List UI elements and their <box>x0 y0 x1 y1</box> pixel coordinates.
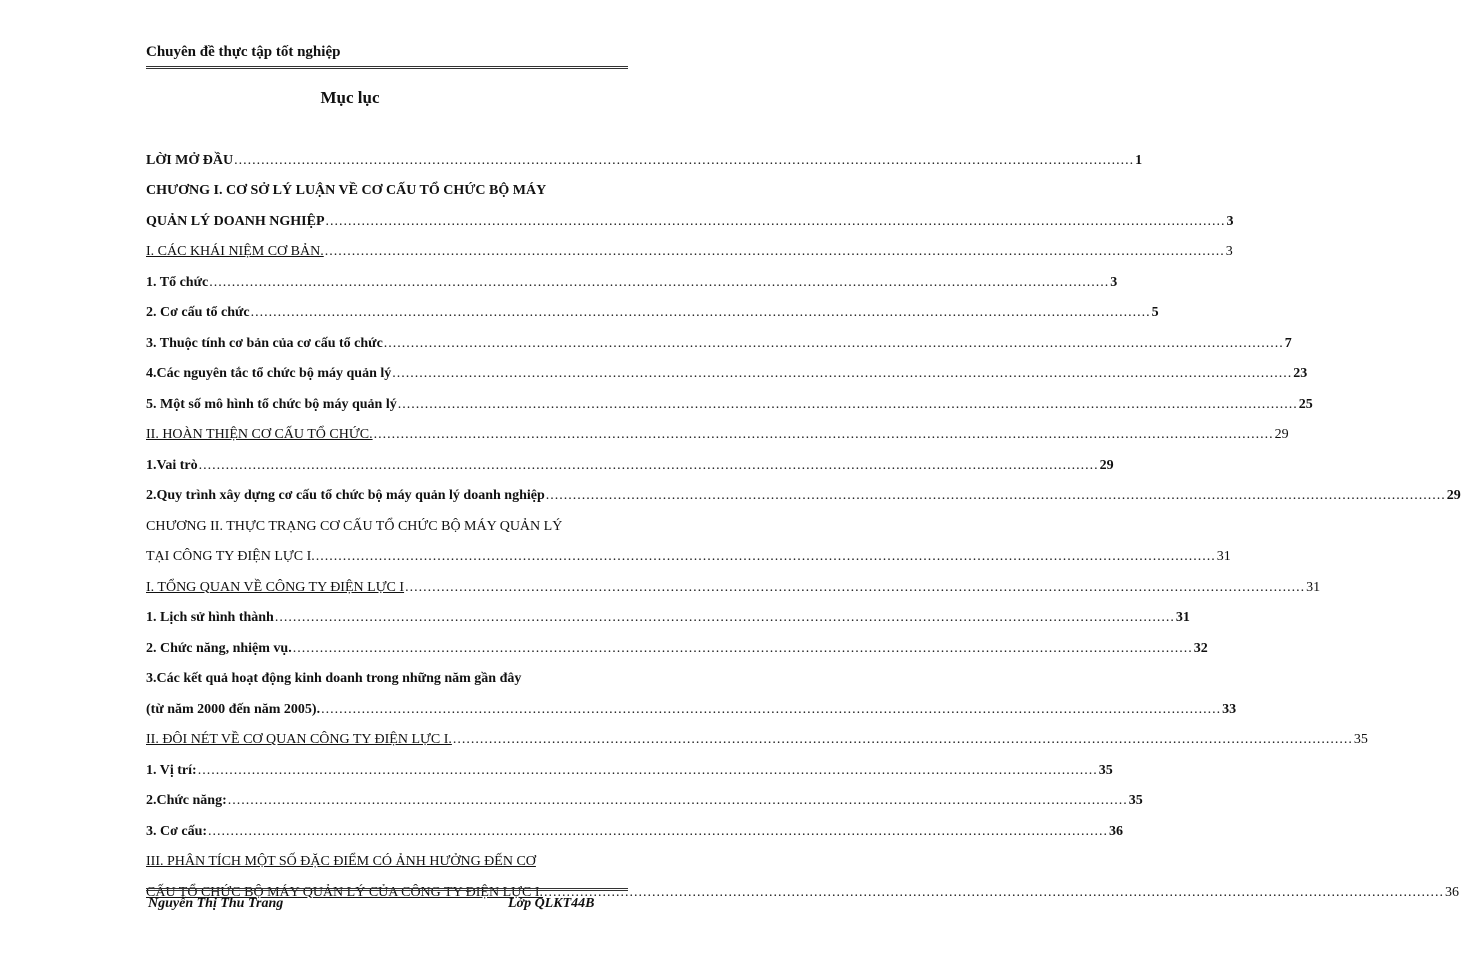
toc-page-number: 1 <box>1135 152 1143 168</box>
toc-entry <box>146 321 1292 352</box>
toc-page-number: 29 <box>1446 488 1461 503</box>
toc-entry <box>146 657 652 688</box>
toc-entry <box>146 169 652 200</box>
toc-page-number: 25 <box>1298 396 1313 412</box>
toc-leader-dots: ........................................................................................................................................................................................................ <box>321 701 1222 717</box>
toc-leader-dots: ........................................................................................................................................................................................................ <box>545 488 1446 503</box>
toc-entry-text: 2. Cơ cấu tổ chức <box>146 305 250 320</box>
toc-entry <box>146 535 1231 566</box>
toc-entry <box>146 626 1208 657</box>
toc-entry-text: 3.Các kết quả hoạt động kinh doanh trong những năm gần đây <box>146 671 522 686</box>
toc-leader-dots: ........................................................................................................................................................................................................ <box>544 884 1445 900</box>
toc-leader-dots: ........................................................................................................................................................................................................ <box>208 823 1109 839</box>
footer-rule <box>146 888 628 891</box>
toc-entry-text: CẤU TỔ CHỨC BỘ MÁY QUẢN LÝ CỦA CÔNG TY ĐIỆN LỰC I. <box>146 884 544 900</box>
toc-entry-text: 1. Tổ chức <box>146 274 209 290</box>
toc-page-number: 5 <box>1151 305 1159 320</box>
toc-entry-text: CHƯƠNG II. THỰC TRẠNG CƠ CẤU TỔ CHỨC BỘ MÁY QUẢN LÝ <box>146 518 563 534</box>
toc-entry <box>146 779 1143 810</box>
table-of-contents <box>146 138 1461 901</box>
toc-entry <box>146 443 1114 474</box>
toc-page-number: 36 <box>1445 884 1460 900</box>
toc-entry-text: QUẢN LÝ DOANH NGHIỆP <box>146 213 325 229</box>
toc-entry-text: II. HOÀN THIỆN CƠ CẤU TỔ CHỨC. <box>146 427 373 442</box>
toc-page-number: 35 <box>1353 732 1368 747</box>
toc-leader-dots: ........................................................................................................................................................................................................ <box>452 732 1353 747</box>
toc-leader-dots: ........................................................................................................................................................................................................ <box>198 457 1099 473</box>
toc-entry-text: 2.Chức năng: <box>146 793 227 808</box>
toc-leader-dots: ........................................................................................................................................................................................................ <box>292 640 1193 656</box>
toc-page-number: 3 <box>1110 274 1118 290</box>
toc-entry[interactable] <box>146 230 1233 261</box>
toc-leader-dots: ........................................................................................................................................................................................................ <box>274 610 1175 625</box>
toc-entry-text: I. CÁC KHÁI NIỆM CƠ BẢN. <box>146 244 324 259</box>
toc-entry[interactable] <box>146 840 652 871</box>
toc-entry <box>146 687 1237 718</box>
toc-leader-dots: ........................................................................................................................................................................................................ <box>209 274 1110 290</box>
toc-entry <box>146 199 1234 230</box>
toc-page-number: 31 <box>1175 610 1190 625</box>
toc-leader-dots: ........................................................................................................................................................................................................ <box>383 335 1284 351</box>
toc-leader-dots: ........................................................................................................................................................................................................ <box>227 793 1128 808</box>
toc-page-number: 3 <box>1226 213 1234 229</box>
toc-leader-dots: ........................................................................................................................................................................................................ <box>405 579 1306 595</box>
toc-entry <box>146 352 1308 383</box>
toc-leader-dots: ........................................................................................................................................................................................................ <box>373 427 1274 442</box>
toc-entry-text: CHƯƠNG I. CƠ SỞ LÝ LUẬN VỀ CƠ CẤU TỔ CHỨC BỘ MÁY <box>146 183 547 198</box>
toc-leader-dots: ........................................................................................................................................................................................................ <box>315 549 1216 564</box>
toc-entry <box>146 260 1118 291</box>
toc-page-number: 29 <box>1099 457 1114 473</box>
toc-entry[interactable] <box>146 565 1321 596</box>
toc-page-number: 36 <box>1109 823 1124 839</box>
toc-leader-dots: ........................................................................................................................................................................................................ <box>397 396 1298 412</box>
toc-page-number: 35 <box>1098 762 1113 778</box>
toc-title: Mục lục <box>320 88 380 107</box>
toc-entry <box>146 504 652 535</box>
toc-leader-dots: ........................................................................................................................................................................................................ <box>325 213 1226 229</box>
header-rule <box>146 66 628 69</box>
footer-class: Lớp QLKT44B <box>508 896 595 911</box>
toc-entry <box>146 809 1124 840</box>
toc-entry-text: 2. Chức năng, nhiệm vụ. <box>146 640 292 656</box>
toc-page-number: 7 <box>1284 335 1292 351</box>
toc-entry-text: 2.Quy trình xây dựng cơ cấu tổ chức bộ máy quản lý doanh nghiệp <box>146 488 545 503</box>
toc-leader-dots: ........................................................................................................................................................................................................ <box>250 305 1151 320</box>
toc-entry[interactable] <box>146 718 1368 749</box>
toc-leader-dots: ........................................................................................................................................................................................................ <box>197 762 1098 778</box>
toc-page-number: 33 <box>1222 701 1237 717</box>
toc-leader-dots: ........................................................................................................................................................................................................ <box>324 244 1225 259</box>
toc-page-number: 35 <box>1128 793 1143 808</box>
toc-entry-text: 1. Vị trí: <box>146 762 197 778</box>
toc-leader-dots: ........................................................................................................................................................................................................ <box>234 152 1135 168</box>
toc-entry-text: 3. Thuộc tính cơ bản của cơ cấu tổ chức <box>146 335 383 351</box>
toc-page-number: 29 <box>1274 427 1289 442</box>
toc-page-number: 3 <box>1225 244 1233 259</box>
toc-entry <box>146 474 1461 505</box>
toc-entry <box>146 596 1190 627</box>
toc-entry <box>146 138 1143 169</box>
toc-entry-text: 4.Các nguyên tắc tổ chức bộ máy quản lý <box>146 366 392 381</box>
toc-page-number: 31 <box>1216 549 1231 564</box>
header-title: Chuyên đề thực tập tốt nghiệp <box>146 44 341 60</box>
toc-page-number: 23 <box>1293 366 1308 381</box>
toc-entry-text: III. PHÂN TÍCH MỘT SỐ ĐẶC ĐIỂM CÓ ẢNH HƯỞNG ĐẾN CƠ <box>146 854 536 869</box>
toc-leader-dots: ........................................................................................................................................................................................................ <box>392 366 1293 381</box>
toc-entry[interactable] <box>146 413 1289 444</box>
toc-entry-text: TẠI CÔNG TY ĐIỆN LỰC I. <box>146 549 315 564</box>
toc-entry-text: 5. Một số mô hình tổ chức bộ máy quản lý <box>146 396 397 412</box>
toc-entry-text: II. ĐÔI NÉT VỀ CƠ QUAN CÔNG TY ĐIỆN LỰC I. <box>146 732 452 747</box>
toc-entry-text: LỜI MỞ ĐẦU <box>146 152 234 168</box>
toc-entry-text: (từ năm 2000 đến năm 2005). <box>146 701 321 717</box>
toc-entry-text: 1. Lịch sử hình thành <box>146 610 274 625</box>
toc-page-number: 31 <box>1306 579 1321 595</box>
toc-entry-text: 3. Cơ cấu: <box>146 823 208 839</box>
toc-entry-text: 1.Vai trò <box>146 457 198 473</box>
toc-entry-text: I. TỔNG QUAN VỀ CÔNG TY ĐIỆN LỰC I <box>146 579 405 595</box>
footer-author: Nguyễn Thị Thu Trang <box>148 896 284 911</box>
toc-page-number: 32 <box>1193 640 1208 656</box>
toc-entry <box>146 748 1113 779</box>
toc-entry <box>146 291 1159 322</box>
toc-entry <box>146 382 1313 413</box>
